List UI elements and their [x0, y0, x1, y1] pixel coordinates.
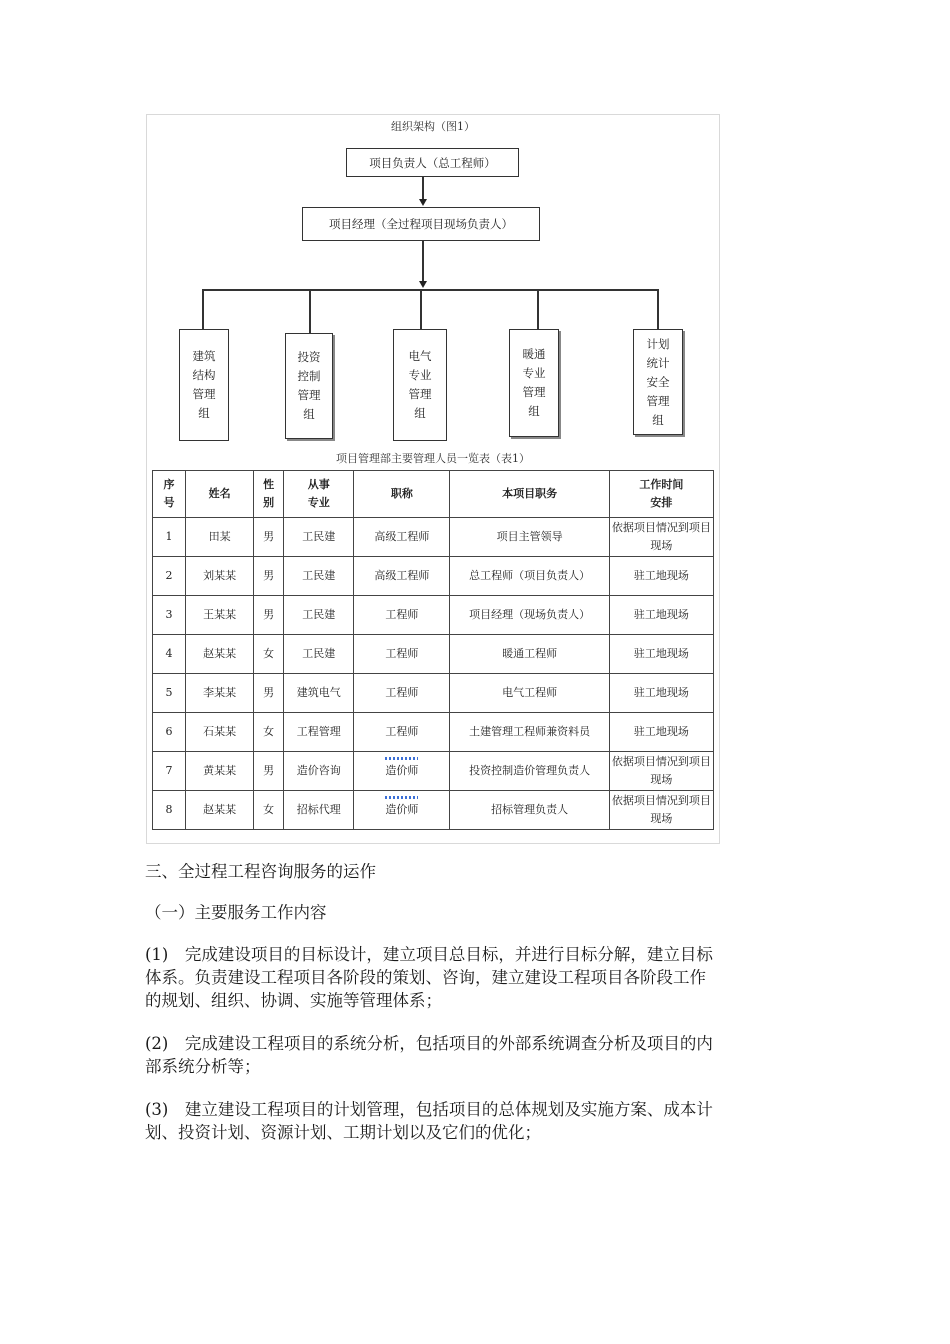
cell-gender: 男	[254, 518, 284, 557]
cell-name: 石某某	[186, 713, 254, 752]
org-chart-figure	[146, 114, 720, 844]
group-label-line: 组	[198, 406, 210, 420]
cell-specialty: 建筑电气	[284, 674, 354, 713]
cell-index: 6	[153, 713, 186, 752]
cell-role: 总工程师（项目负责人）	[450, 557, 609, 596]
branch-drop	[309, 289, 311, 334]
cell-schedule: 驻工地现场	[609, 557, 713, 596]
table-header-row	[153, 471, 714, 518]
section-heading: 三、全过程工程咨询服务的运作	[145, 862, 376, 881]
paragraph-item-3	[145, 1098, 810, 1144]
group-label-line: 管理	[522, 385, 546, 399]
group-label-line: 计划	[646, 336, 670, 351]
group-box-investment	[285, 333, 333, 439]
cell-schedule: 驻工地现场	[609, 596, 713, 635]
table-row	[153, 791, 714, 830]
header-cell-title: 职称	[354, 471, 450, 518]
cell-role: 投资控制造价管理负责人	[450, 752, 609, 791]
group-label-line: 组	[528, 404, 540, 418]
group-label-line: 管理	[646, 393, 670, 408]
cell-schedule: 依据项目情况到项目现场	[609, 752, 713, 791]
group-label-line: 投资	[297, 350, 321, 364]
cell-name: 李某某	[186, 674, 254, 713]
cell-specialty: 工程管理	[284, 713, 354, 752]
header-cell-specialty: 从事 专业	[284, 471, 354, 518]
group-label-line: 管理	[408, 387, 432, 401]
cell-name: 赵某某	[186, 635, 254, 674]
cell-index: 7	[153, 752, 186, 791]
group-label-line: 组	[414, 406, 426, 420]
project-leader-label: 项目负责人（总工程师）	[369, 155, 496, 170]
cell-title: 高级工程师	[354, 557, 450, 596]
cell-name: 刘某某	[186, 557, 254, 596]
project-leader-box	[346, 148, 519, 177]
cell-gender: 女	[254, 635, 284, 674]
paragraph-line: (3) 建立建设工程项目的计划管理，包括项目的总体规划及实施方案、成本计	[145, 1100, 713, 1119]
cell-index: 2	[153, 557, 186, 596]
cell-name: 王某某	[186, 596, 254, 635]
header-cell-schedule: 工作时间 安排	[609, 471, 713, 518]
group-label-line: 结构	[192, 368, 216, 382]
project-manager-box	[302, 207, 540, 241]
cell-specialty: 工民建	[284, 635, 354, 674]
cell-role: 暖通工程师	[450, 635, 609, 674]
table-row	[153, 752, 714, 791]
cell-schedule: 依据项目情况到项目现场	[609, 791, 713, 830]
paragraph-line: 划、投资计划、资源计划、工期计划以及它们的优化；	[145, 1123, 541, 1142]
cell-gender: 男	[254, 596, 284, 635]
cell-title	[354, 791, 450, 830]
cell-title: 工程师	[354, 713, 450, 752]
paragraph-item-2	[145, 1032, 810, 1078]
header-cell-index: 序 号	[153, 471, 186, 518]
table-row	[153, 674, 714, 713]
paragraph-line: (1) 完成建设项目的目标设计，建立项目总目标，并进行目标分解，建立目标	[145, 945, 713, 964]
cell-role: 土建管理工程师兼资料员	[450, 713, 609, 752]
header-cell-name: 姓名	[186, 471, 254, 518]
spellcheck-underline: 造价师	[385, 801, 418, 819]
table-title: 项目管理部主要管理人员一览表（表1）	[336, 452, 530, 465]
cell-gender: 女	[254, 791, 284, 830]
branch-drop	[657, 289, 659, 331]
group-label-line: 暖通	[522, 347, 546, 361]
cell-gender: 女	[254, 713, 284, 752]
connector-line	[422, 177, 424, 199]
cell-title	[354, 752, 450, 791]
group-box-planning-safety	[633, 329, 683, 435]
cell-role: 项目主管领导	[450, 518, 609, 557]
cell-title: 工程师	[354, 635, 450, 674]
cell-schedule: 驻工地现场	[609, 674, 713, 713]
cell-schedule: 驻工地现场	[609, 713, 713, 752]
figure-title: 组织架构（图1）	[391, 120, 475, 133]
cell-specialty: 工民建	[284, 518, 354, 557]
table-row	[153, 713, 714, 752]
group-box-electrical	[393, 329, 447, 441]
group-box-architecture	[179, 329, 229, 441]
table-row	[153, 557, 714, 596]
cell-schedule: 依据项目情况到项目现场	[609, 518, 713, 557]
spellcheck-underline: 造价师	[385, 762, 418, 780]
branch-drop	[202, 289, 204, 331]
group-label-line: 安全	[646, 374, 670, 389]
cell-specialty: 工民建	[284, 557, 354, 596]
paragraph-line: 体系。负责建设工程项目各阶段的策划、咨询，建立建设工程项目各阶段工作	[145, 968, 706, 987]
cell-title: 高级工程师	[354, 518, 450, 557]
group-label-line: 控制	[297, 369, 321, 383]
cell-index: 4	[153, 635, 186, 674]
branch-drop	[420, 289, 422, 331]
sub-heading: （一）主要服务工作内容	[145, 903, 327, 922]
arrow-down-icon	[419, 281, 427, 288]
cell-specialty: 工民建	[284, 596, 354, 635]
table-row	[153, 635, 714, 674]
group-label-line: 组	[652, 412, 664, 427]
paragraph-line: 部系统分析等；	[145, 1057, 261, 1076]
paragraph-line: (2) 完成建设工程项目的系统分析，包括项目的外部系统调查分析及项目的内	[145, 1034, 713, 1053]
cell-specialty: 造价咨询	[284, 752, 354, 791]
cell-role: 招标管理负责人	[450, 791, 609, 830]
cell-index: 1	[153, 518, 186, 557]
cell-index: 8	[153, 791, 186, 830]
group-label-line: 专业	[408, 368, 432, 382]
group-label-line: 电气	[408, 349, 432, 363]
cell-name: 黄某某	[186, 752, 254, 791]
cell-role: 项目经理（现场负责人）	[450, 596, 609, 635]
group-label-line: 建筑	[192, 349, 216, 363]
arrow-down-icon	[419, 199, 427, 206]
group-label-line: 统计	[646, 355, 670, 370]
cell-schedule: 驻工地现场	[609, 635, 713, 674]
cell-role: 电气工程师	[450, 674, 609, 713]
cell-index: 5	[153, 674, 186, 713]
group-box-hvac	[509, 329, 559, 437]
cell-title: 工程师	[354, 596, 450, 635]
cell-gender: 男	[254, 674, 284, 713]
cell-name: 赵某某	[186, 791, 254, 830]
paragraph-item-1	[145, 943, 810, 1012]
branch-drop	[537, 289, 539, 331]
header-cell-gender: 性 别	[254, 471, 284, 518]
cell-specialty: 招标代理	[284, 791, 354, 830]
paragraph-line: 的规划、组织、协调、实施等管理体系；	[145, 991, 442, 1010]
table-row	[153, 596, 714, 635]
cell-index: 3	[153, 596, 186, 635]
header-cell-role: 本项目职务	[450, 471, 609, 518]
cell-gender: 男	[254, 557, 284, 596]
cell-title: 工程师	[354, 674, 450, 713]
project-manager-label: 项目经理（全过程项目现场负责人）	[329, 217, 513, 231]
cell-name: 田某	[186, 518, 254, 557]
group-label-line: 组	[303, 407, 315, 421]
table-row	[153, 518, 714, 557]
group-label-line: 专业	[522, 366, 546, 380]
group-label-line: 管理	[297, 388, 321, 402]
staff-table	[152, 470, 714, 830]
connector-line	[422, 241, 424, 281]
branch-bar	[202, 289, 658, 291]
group-label-line: 管理	[192, 387, 216, 401]
cell-gender: 男	[254, 752, 284, 791]
